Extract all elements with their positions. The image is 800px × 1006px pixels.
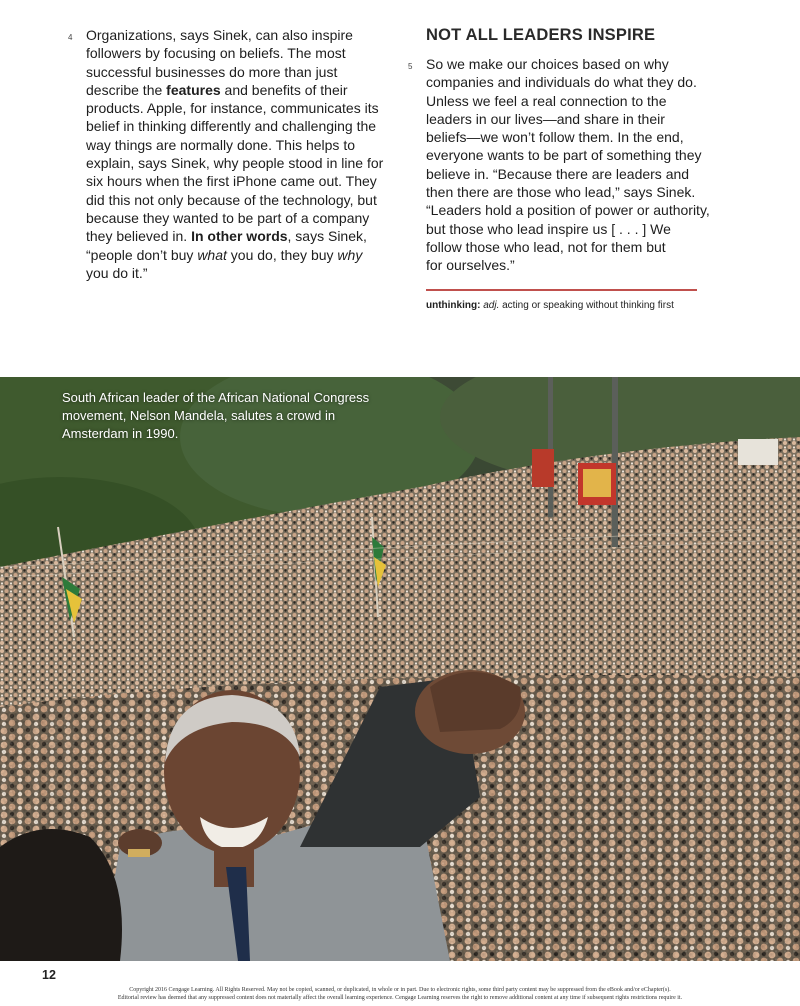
text-line: then there are those who lead,” says Sinek. (426, 184, 696, 201)
glossary-term: unthinking: (426, 300, 481, 311)
text-line: follow those who lead, not for them but (426, 238, 666, 255)
text-segment: you do it.” (86, 264, 148, 281)
photo-illustration (0, 377, 800, 961)
paragraph-4 (68, 26, 386, 282)
paragraph-number: 5 (408, 62, 413, 71)
emphasis-why: why (337, 246, 363, 263)
key-term-in-other-words: In other words (191, 228, 288, 245)
text-line: companies and individuals do what they do. (426, 74, 697, 91)
page-number: 12 (42, 968, 56, 982)
text-line: “Leaders hold a position of power or authority, (426, 202, 710, 219)
text-line: but those who lead inspire us [ . . . ] We (426, 220, 671, 237)
paragraph-number: 4 (68, 33, 73, 42)
copyright-notice (0, 986, 800, 1002)
text-segment: , says Sinek, “people don’t buy (86, 228, 367, 263)
section-heading: NOT ALL LEADERS INSPIRE (426, 26, 656, 44)
text-segment: and benefits of their products. Apple, for instance, communicates its belief in thinking differently and challenging the way things are normally done. This helps to explain, says Sinek, why people stood in line for six hours when the first iPhone came out. They did this not only because of the technology, but because they wanted to be part of a company they believed in. (86, 81, 384, 245)
copyright-line: Copyright 2016 Cengage Learning. All Rights Reserved. May not be copied, scanned, or duplicated, in whole or in part. Due to electronic rights, some third party content may be suppressed from the eBook and/or eChapter(s). (129, 987, 671, 993)
glossary-divider (426, 289, 697, 291)
text-line: leaders in our lives—and share in their (426, 110, 665, 127)
text-line: Unless we feel a real connection to the (426, 92, 667, 109)
text-line: for ourselves.” (426, 257, 515, 274)
glossary-entry (426, 300, 674, 311)
paragraph-5 (408, 55, 726, 275)
text-segment: Organizations, says Sinek, can also inspire followers by focusing on beliefs. The most successful businesses do more than just describe the (86, 27, 353, 98)
text-line: everyone wants to be part of something they (426, 147, 702, 164)
right-column (408, 26, 726, 275)
text-line: So we make our choices based on why (426, 56, 669, 72)
key-term-features: features (166, 81, 221, 98)
text-segment: you do, they buy (226, 246, 338, 263)
text-line: believe in. “Because there are leaders and (426, 165, 690, 182)
photo-mandela-crowd (0, 377, 800, 961)
text-line: beliefs—we won’t follow them. In the end, (426, 129, 684, 146)
photo-caption: South African leader of the African National Congress movement, Nelson Mandela, salutes a crowd in Amsterdam in 1990. (62, 390, 370, 441)
glossary-part-of-speech: adj. (483, 300, 500, 311)
left-column (68, 26, 386, 282)
glossary-definition: acting or speaking without thinking first (502, 300, 674, 311)
copyright-line: Editorial review has deemed that any suppressed content does not materially affect the overall learning experience. Cengage Learning reserves the right to remove additional content at any time if subsequent rights restrictions require it. (117, 995, 683, 1001)
emphasis-what: what (197, 246, 227, 263)
